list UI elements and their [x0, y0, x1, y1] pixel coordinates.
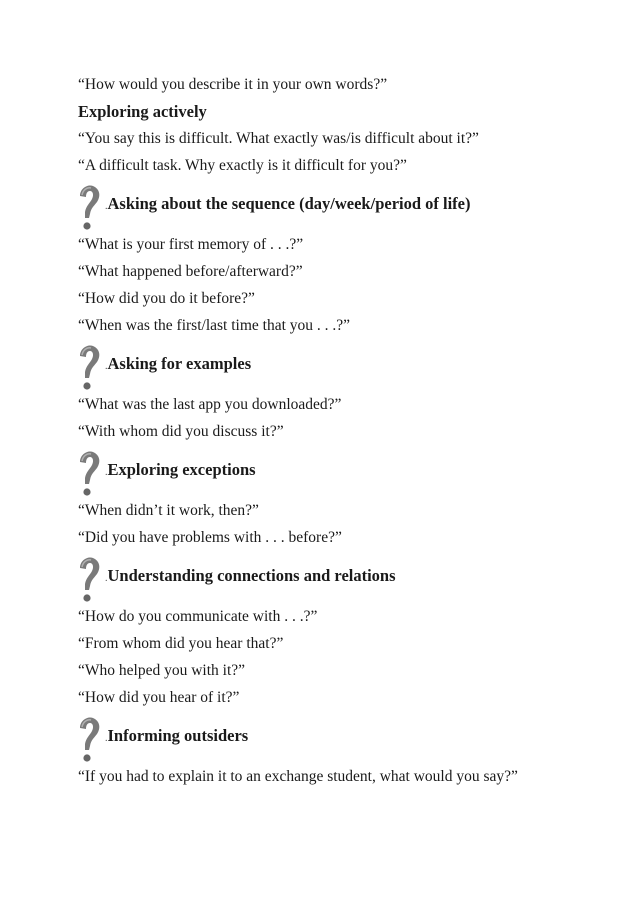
section-title: . Exploring exceptions: [105, 459, 256, 484]
question-mark-icon: [76, 716, 102, 764]
section-quote: “When was the first/last time that you . . .?”: [78, 317, 351, 334]
intro-quote: “How would you describe it in your own words?”: [78, 76, 388, 93]
section-header: [78, 554, 558, 602]
question-mark-icon: [76, 184, 102, 232]
section-quote: “What is your first memory of . . .?”: [78, 236, 304, 253]
question-mark-icon: [76, 556, 102, 604]
section-quote: “How did you hear of it?”: [78, 689, 240, 706]
exploring-heading: Exploring actively: [78, 102, 207, 121]
question-mark-icon: [76, 344, 102, 392]
section-title: . Understanding connections and relations: [105, 565, 396, 590]
section-quote: “What was the last app you downloaded?”: [78, 396, 342, 413]
section-header: [78, 714, 558, 762]
section-quote: “What happened before/afterward?”: [78, 263, 303, 280]
section-quote: “Did you have problems with . . . before?”: [78, 529, 342, 546]
section-quote: “When didn’t it work, then?”: [78, 502, 259, 519]
section-title: . Informing outsiders: [105, 725, 248, 750]
section-header: [78, 182, 558, 230]
exploring-quote: “You say this is difficult. What exactly was/is difficult about it?”: [78, 130, 479, 147]
section-title: . Asking about the sequence (day/week/period of life): [105, 193, 471, 218]
section-quote: “Who helped you with it?”: [78, 662, 246, 679]
section-quote: “How did you do it before?”: [78, 290, 255, 307]
section-header: [78, 342, 558, 390]
document-page: [78, 74, 558, 793]
section-quote: “How do you communicate with . . .?”: [78, 608, 318, 625]
exploring-quote: “A difficult task. Why exactly is it difficult for you?”: [78, 157, 407, 174]
section-title: . Asking for examples: [105, 353, 251, 378]
question-mark-icon: [76, 450, 102, 498]
section-quote: “From whom did you hear that?”: [78, 635, 284, 652]
section-quote: “If you had to explain it to an exchange student, what would you say?”: [78, 768, 518, 785]
section-quote: “With whom did you discuss it?”: [78, 423, 284, 440]
section-header: [78, 448, 558, 496]
